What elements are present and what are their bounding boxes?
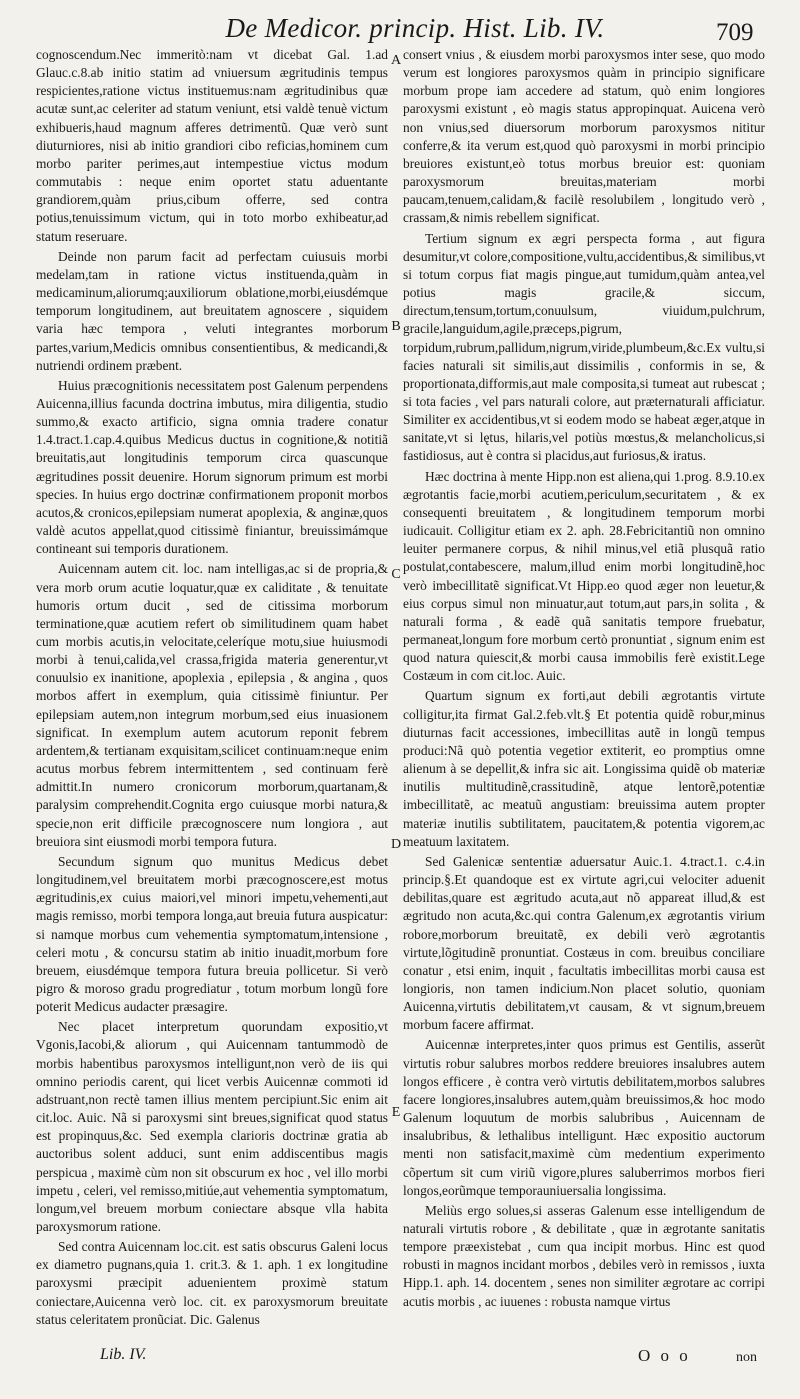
paragraph: Tertium signum ex ægri perspecta forma , aut figura desumitur,vt colore,compositione,vultu,accidentibus,& similibus,vt si totum corpus fiat magis pingue,aut tumidum,quàm antea,vel potius magis gracile,& siccum, directum,tensum,tortum,conuulsum, viuidum,pulchrum, gracile,languidum,agile,præceps,pigrum, torpidum,rubrum,pallidum,nigrum,viride,plumbeum,&c.Ex vultu,si facies naturali sit similis,aut dissimilis , conformis in se, & proportionata,difformis,aut male composita,si tumeat aut rubescat ; si tota facies , vel pars naturali colore, aut præternaturali afficiatur. Similiter ex accidentibus,vt si eodem modo se habeat æger,atque in sanitate,vt si lętus, hilaris,vel potiùs mœstus,& melancholicus,si fastidiosus, aut è contra si placidus,aut furiosus,& iratus. [403, 230, 765, 464]
margin-marker-e: E [391, 1105, 401, 1120]
paragraph: consert vnius , & eiusdem morbi paroxysmos inter sese, quo modo verum est longiores paroxysmos quàm in principio significare morbum prope iam accedere ad statum, quò enim longiores paroxysmi existunt , eò magis status appropinquat. Auicena verò non vnius,sed diuersorum morborum paroxysmos nititur conferre,& ita verum est,quod quò paroxysmi in morbi principio breuiores existunt,eò totus morbus breuior est: quoniam paroxysmorum breuitas,materiam morbi paucam,tenuem,calidam,& facilè resolubilem , longitudo verò , crassam,& nimis rebellem significat. [403, 47, 765, 226]
paragraph: Auicennæ interpretes,inter quos primus est Gentilis, asserũt virtutis robur salubres morbos reddere breuiores insalubres autem longos efficere , è contra verò virtutis debilitatem,morbos salubres facere longiores,insalubres autem,quàm breuissimos,& hoc modo Galenum loquutum de morbis salubribus , Auicennam de insalubribus, & lethalibus intelligunt. Hæc expositio auctorum menti non satisfacit,maximè cùm medentium experimento cõpertum sit cum viriũ vigore,plures saluberrimos morbos fieri longos,eorũmque temporauniuersalia longissima. [403, 1037, 765, 1198]
catchword: non [736, 1350, 757, 1365]
paragraph: Hæc doctrina à mente Hipp.non est aliena,qui 1.prog. 8.9.10.ex ægrotantis facie,morbi acutiem,periculum,securitatem , & ex consequenti breuitatem , & longitudinem temporum morbi iudicauit. Colligitur etiam ex 2. aph. 28.Febricitantiũ non omnino leuiter permanere corpus, & nihil minus,vel etiã plusquã ratio postulat,contabescere, malum,illud enim morbi longitudinẽ,hoc verò imbecillitatẽ significat.Vt Hipp.eo quod æger non leuetur,& eius corpus simul non minuatur,aut totum,aut pars,in solita , & naturali forma , & eadẽ quã sanitatis tempore fruebatur, permaneat,longum fore morbum certò pronuntiat , signum enim est quod natura quiescit,& morbi causa immobilis ferè existit.Lege Costæum in com cit.loc. Auic. [403, 468, 765, 684]
paragraph: Auicennam autem cit. loc. nam intelligas,ac si de propria,& vera morb orum acutie loquatur,quæ ex caliditate , & tenuitate humoris ortum ducit , sed de citissima morborum terminatione,quæ acutiem refert ob similitudinem quam habet cum morbis acutis,in velocitate,celeríque motu,siue huiusmodi morbi à tenui,calida,vel crassa,frigida materia generentur,vt conuulsio ex inanitione, apoplexia , epilepsia , & angina , quos morbos affert in exemplum, quia citissimè finiuntur. Per epilepsiam autem,non integrum morbum,sed eius inuasionem significat. In exemplum autem acutorum reponit febrem ardentem,& tertianam exquisitam,scilicet continuam:neque enim acutus morbus febrem intermittentem , sed continuam ferè admittit.In numero cronicorum morborum,quartanam,& paralysim comprehendit.Cognita ergo cuiusque morbi natura,& specie,non erit difficile præcognoscere num longiora , aut breuiora sint eiusmodi morbi tempora futura. [36, 561, 388, 849]
left-text-column [36, 46, 388, 1329]
paragraph: cognoscendum.Nec immeritò:nam vt dicebat Gal. 1.ad Glauc.c.8.ab initio statim ad vniuersum ægritudinis tempus respicientes,ratione victus instituemus:nam ægritudinibus quæ acutæ sunt,ac celeriter ad statum veniunt, etsi valdè tenuè victum exhibueris,haud magnum afferes detrimentũ. Quæ verò sunt diuturniores, nisi ab initio grandiori cibo reficias,hominem cum morbo pariter perimes,aut intempestiue victus modum commutabis : neque enim oportet statu aduentante grandiorem,quàm prius,cibum offerre, sed contra potius,tenuissimum victum, qui in toto morbo exhibeatur,ad statum reseruare. [36, 47, 388, 244]
right-text-column [403, 46, 765, 1311]
margin-marker-a: A [390, 53, 402, 68]
paragraph: Nec placet interpretum quorundam expositio,vt Vgonis,Iacobi,& aliorum , qui Auicennam tantummodò de morbis habentibus paroxysmos intelligunt,non verò de iis qui omnino periodis carent, qui licet verbis Auicennæ commoti id adstruant,non rectè tamen illius mentem percipiunt.Sic enim ait cit.loc. Auic. Nã si paroxysmi sint breues,significat quod status est propinquus,&c. Sed exempla clarioris doctrinæ gratia ab auctoribus solent adduci, sunt enim addiscentibus magis perspicua , maximè cùm non sit obscurum ex hoc , vel illo morbi impetu , celeri, vel remisso,mitiúe,aut vehementia symptomatum, longum,vel breuem morbum coniectare absque vlla habita paroxysmorum ratione. [36, 1019, 388, 1234]
running-header-title: De Medicor. princip. Hist. Lib. IV. [225, 13, 605, 43]
margin-marker-c: C [391, 567, 401, 582]
margin-marker-b: B [391, 319, 401, 334]
margin-marker-d: D [390, 837, 402, 852]
paragraph: Huius præcognitionis necessitatem post Galenum perpendens Auicenna,illius facunda doctrina imbutus, mira diligentia, studio summo,& exacto artificio, signa omnia tradere conatur 1.4.tract.1.cap.4.quibus Medicus ductus in cognitione,& notitiã breuitatis,aut longitudinis temporum circa quascunque ægritudines possit deuenire. Horum signorum primum est morbi species. In huius ergo doctrinæ confirmationem proponit morbos acutos,& cronicos,epilepsiam numerat apoplexia, & anginæ,quos valdè acutos appellat,quod citissimè finiantur, breuissimámque contineant sui temporis durationem. [36, 377, 388, 557]
paragraph: Quartum signum ex forti,aut debili ægrotantis virtute colligitur,ita firmat Gal.2.feb.vlt.§ Et potentia quidẽ robur,minus diuturnas facit accessiones, imbecillitas autẽ in longũ tempus produci:Nã quò potentia vegetior extiterit, eo promptius omne alienum à se depellit,& infra sic ait. Longissima quidẽ ob materiæ inutilis multitudinẽ,crassitudinẽ, atque lentorẽ,potentiæ imbecillitatẽ, ac meatuũ angustiam: breuissima autem propter materiæ inutilis subtilitatem, paucitatem,& potentia vigorem,ac meatuum laxitatem. [403, 688, 765, 849]
paragraph: Sed Galenicæ sententiæ aduersatur Auic.1. 4.tract.1. c.4.in princip.§.Et quandoque est ex virtute agri,cui velociter aduenit debilitas,quare est ægritudo acuta,aut nõ appareat illud,& est ægritudo non acuta,&c.qui contra Galenum,ex ægrotantis virium robore,morborum breuitatẽ, ex debili verò ægrotantis virtute,lõgitudinẽ pronuntiat. Costæus in com. breuibus conciliare conatur , etsi enim, inquit , facultatis imbecillitas morbi causa est longioris, non tamen indicium.Non placet solutio, quoniam Auicenna,virtutis debilitatem,vt causam, & vt signum,breuem morbum facere affirmat. [403, 853, 765, 1033]
paragraph: Secundum signum quo munitus Medicus debet longitudinem,vel breuitatem morbi præcognoscere,est motus ægritudinis,ex cuius maiori,vel minori impetu,vehementi,aut magis remisso, morbi tempora longa,aut breuia futura auspicatur: si namque morbus cum vehementia symptomatum,intensione , celeri motu , & concursu statim ab initio inuadit,morbum fore breuem, eiusdémque tempora futura breuia pollicetur. Si verò pigro & moroso gradu progrediatur , totum morbum longũ fore poterit Medicus audacter præsagire. [36, 853, 388, 1015]
page-number: 709 [716, 19, 754, 46]
signature-mark: O o o [638, 1346, 691, 1365]
paragraph: Sed contra Auicennam loc.cit. est satis obscurus Galeni locus ex diametro pugnans,quia 1. crit.3. & 1. aph. 1 ex longitudine paroxysmi præcipit aduenientem proximè statum coniectare,Auicenna verò loc. cit. ex paroxysmorum breuitate status celeritatem pronũciat. Dic. Galenus [36, 1239, 388, 1327]
paragraph: Meliùs ergo solues,si asseras Galenum esse intelligendum de naturali virtutis robore , & debilitate , quæ in ægrotante sanitatis tempore præexistebat , cum qua incipit morbus. Hinc est quod robusti in magnos incidant morbos , debiles verò in remissos , iuxta Hipp.1. aph. 14. docentem , senes non similiter ægrotare ac corripi acutis morbis , ac iuuenes : robusta namque virtus [403, 1202, 765, 1309]
running-foot: Lib. IV. [100, 1346, 147, 1363]
paragraph: Deinde non parum facit ad perfectam cuiusuis morbi medelam,tam in ratione victus instituenda,quàm in medicaminum,aliorumq;auxiliorum oblatione,morbi,eiusdémque temporum longitudinem, aut breuitatem agnoscere , siquidem varia hæc tempora , veluti integrantes morborum partes,varium,Medicis omnibus consentientibus, & medicandi,& nutriendi ordinem præbent. [36, 248, 388, 373]
